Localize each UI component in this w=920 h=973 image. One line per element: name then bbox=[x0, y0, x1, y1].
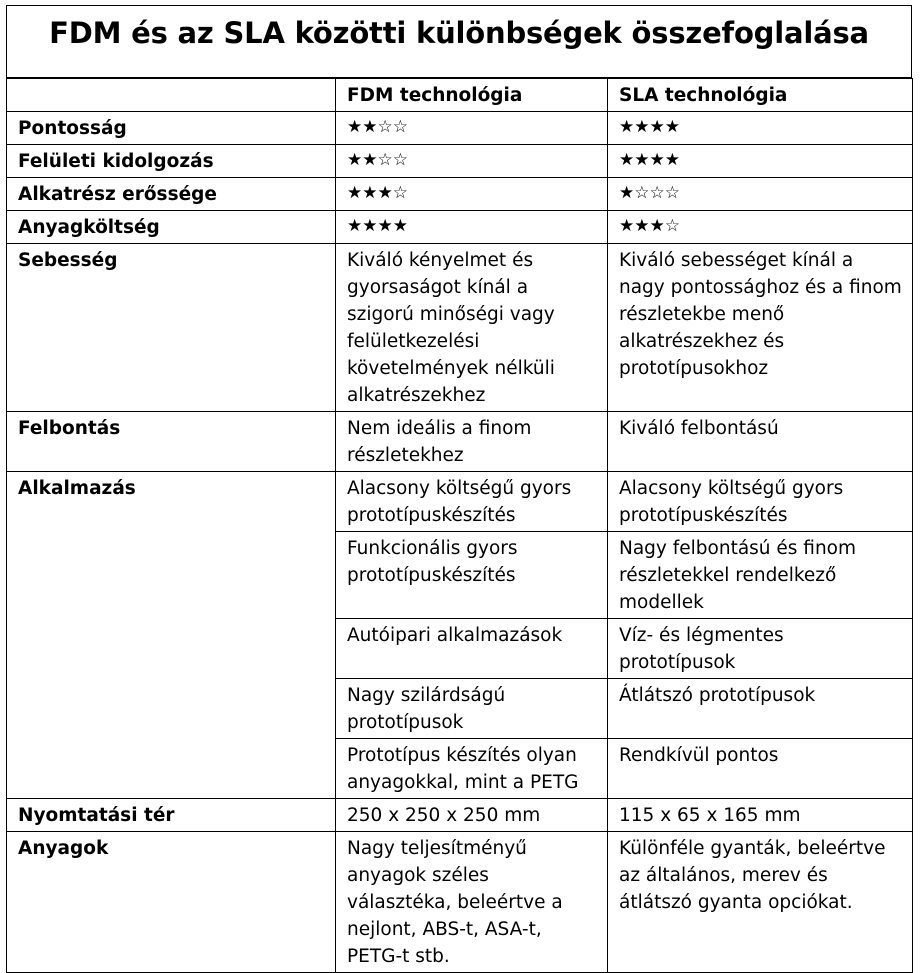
row-label: Felületi kidolgozás bbox=[7, 145, 336, 178]
row-label: Nyomtatási tér bbox=[7, 799, 336, 832]
table-row bbox=[7, 472, 913, 532]
fdm-star-rating: ★★★☆ bbox=[336, 178, 608, 211]
fdm-cell: Nagy teljesítményű anyagok széles választéka, beleértve a nejlont, ABS-t, ASA-t, PETG-t stb. bbox=[336, 832, 608, 973]
comparison-table bbox=[6, 78, 913, 973]
header-corner-cell bbox=[7, 79, 336, 112]
title-box bbox=[6, 5, 912, 78]
fdm-cell: Nem ideális a finom részletekhez bbox=[336, 412, 608, 472]
header-row bbox=[7, 79, 913, 112]
sla-cell: Víz- és légmentes prototípusok bbox=[608, 619, 913, 679]
sla-star-rating: ★★★★ bbox=[608, 145, 913, 178]
fdm-cell: Funkcionális gyors prototípuskészítés bbox=[336, 532, 608, 619]
table-row bbox=[7, 178, 913, 211]
fdm-cell: Alacsony költségű gyors prototípuskészítés bbox=[336, 472, 608, 532]
sla-cell: Alacsony költségű gyors prototípuskészítés bbox=[608, 472, 913, 532]
sla-cell: Nagy felbontású és finom részletekkel rendelkező modellek bbox=[608, 532, 913, 619]
fdm-star-rating: ★★☆☆ bbox=[336, 112, 608, 145]
sla-cell: Rendkívül pontos bbox=[608, 739, 913, 799]
fdm-cell: Prototípus készítés olyan anyagokkal, mint a PETG bbox=[336, 739, 608, 799]
fdm-star-rating: ★★★★ bbox=[336, 211, 608, 244]
header-sla: SLA technológia bbox=[608, 79, 913, 112]
table-row bbox=[7, 145, 913, 178]
table-row bbox=[7, 244, 913, 412]
row-label: Anyagok bbox=[7, 832, 336, 973]
sla-star-rating: ★☆☆☆ bbox=[608, 178, 913, 211]
table-row bbox=[7, 799, 913, 832]
sla-cell: Kiváló felbontású bbox=[608, 412, 913, 472]
sla-cell: Átlátszó prototípusok bbox=[608, 679, 913, 739]
table-row bbox=[7, 112, 913, 145]
row-label: Sebesség bbox=[7, 244, 336, 412]
row-label: Alkatrész erőssége bbox=[7, 178, 336, 211]
sla-cell: 115 x 65 x 165 mm bbox=[608, 799, 913, 832]
sla-cell: Különféle gyanták, beleértve az általános, merev és átlátszó gyanta opciókat. bbox=[608, 832, 913, 973]
table-row bbox=[7, 412, 913, 472]
page-title: FDM és az SLA közötti különbségek összefoglalása bbox=[49, 16, 869, 50]
fdm-cell: Nagy szilárdságú prototípusok bbox=[336, 679, 608, 739]
sla-star-rating: ★★★★ bbox=[608, 112, 913, 145]
table-row bbox=[7, 832, 913, 973]
fdm-cell: 250 x 250 x 250 mm bbox=[336, 799, 608, 832]
fdm-cell: Autóipari alkalmazások bbox=[336, 619, 608, 679]
row-label: Pontosság bbox=[7, 112, 336, 145]
header-fdm: FDM technológia bbox=[336, 79, 608, 112]
table-row bbox=[7, 211, 913, 244]
row-label: Felbontás bbox=[7, 412, 336, 472]
sla-star-rating: ★★★☆ bbox=[608, 211, 913, 244]
sla-cell: Kiváló sebességet kínál a nagy pontossághoz és a finom részletekbe menő alkatrészekhez és prototípusokhoz bbox=[608, 244, 913, 412]
comparison-document bbox=[6, 5, 912, 973]
row-label: Alkalmazás bbox=[7, 472, 336, 799]
fdm-star-rating: ★★☆☆ bbox=[336, 145, 608, 178]
fdm-cell: Kiváló kényelmet és gyorsaságot kínál a szigorú minőségi vagy felületkezelési követelmények nélküli alkatrészekhez bbox=[336, 244, 608, 412]
row-label: Anyagköltség bbox=[7, 211, 336, 244]
